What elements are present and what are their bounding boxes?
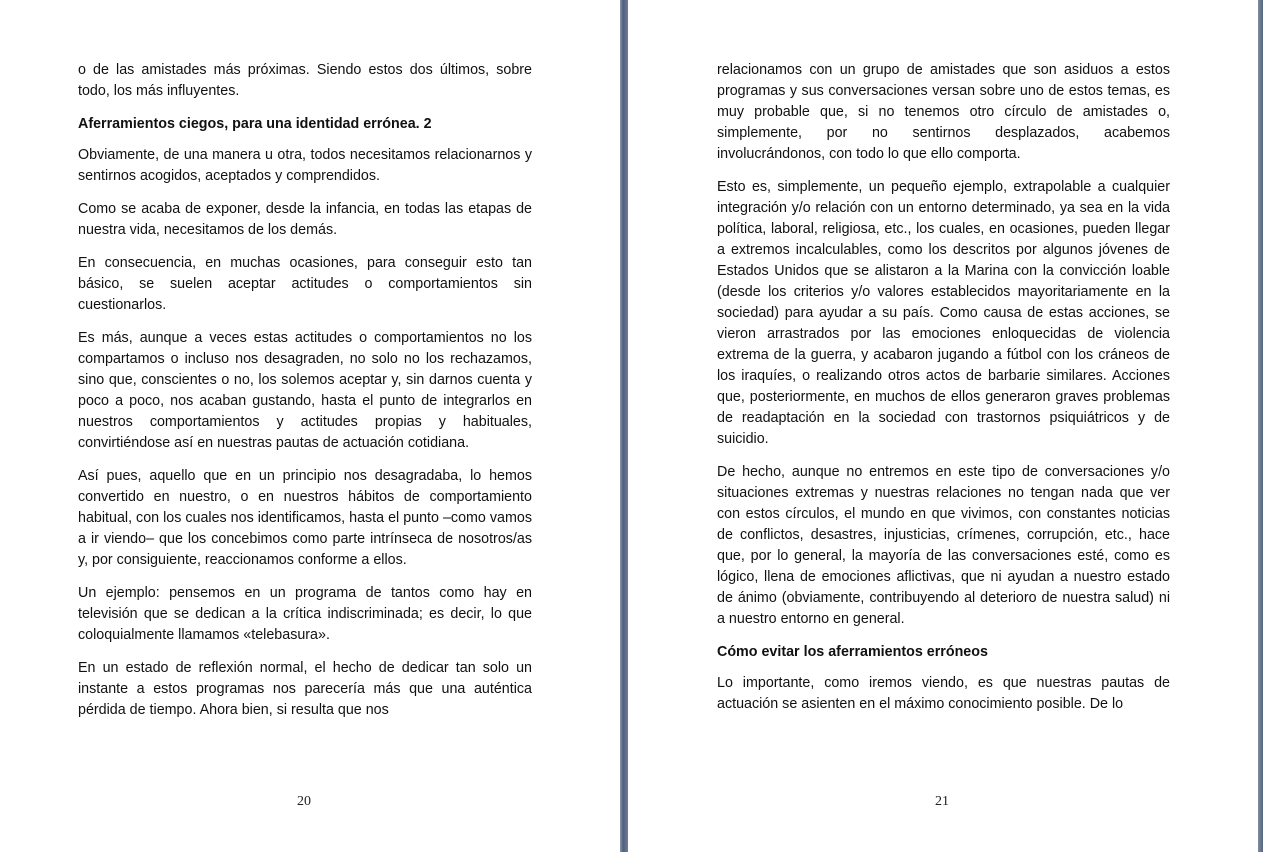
paragraph: relacionamos con un grupo de amistades que son asiduos a estos programas y sus conversaciones versan sobre uno de estos temas, es muy probable que, si no tenemos otro círculo de amistades o, simplemente, por no sentirnos desplazados, acabemos involucrándonos, con todo lo que ello comporta. bbox=[717, 62, 1170, 162]
right-page-text bbox=[717, 60, 1170, 727]
paragraph: Es más, aunque a veces estas actitudes o comportamientos no los compartamos o incluso nos desagraden, no solo no los rechazamos, sino que, conscientes o no, los solemos aceptar y, sin darnos cuenta y poco a poco, nos acaban gustando, hasta el punto de integrarlos en nuestros comportamientos y actitudes propias y habituales, convirtiéndose así en nuestras pautas de actuación cotidiana. bbox=[78, 330, 532, 451]
paragraph: Lo importante, como iremos viendo, es que nuestras pautas de actuación se asienten en el máximo conocimiento posible. De lo bbox=[717, 675, 1170, 712]
page-divider bbox=[620, 0, 628, 852]
paragraph: De hecho, aunque no entremos en este tipo de conversaciones y/o situaciones extremas y nuestras relaciones no tengan nada que ver con estos círculos, el mundo en que vivimos, con constantes noticias de conflictos, desastres, injusticias, crímenes, corrupción, etc., hace que, por lo general, la mayoría de las conversaciones esté, como es lógico, llena de emociones aflictivas, que ni ayudan a nuestro estado de ánimo (obviamente, contribuyendo al deterioro de nuestra salud) ni a nuestro entorno en general. bbox=[717, 464, 1170, 627]
section-heading: Aferramientos ciegos, para una identidad errónea. 2 bbox=[78, 116, 432, 132]
left-page-text bbox=[78, 60, 532, 733]
page-number: 20 bbox=[297, 794, 311, 809]
paragraph: Así pues, aquello que en un principio nos desagradaba, lo hemos convertido en nuestro, o en nuestros hábitos de comportamiento habitual, con los cuales nos identificamos, hasta el punto –como vamos a ir viendo– que los concebimos como parte intrínseca de nosotros/as y, por consiguiente, reaccionamos conforme a ellos. bbox=[78, 468, 532, 568]
window-edge bbox=[1258, 0, 1263, 852]
paragraph: Como se acaba de exponer, desde la infancia, en todas las etapas de nuestra vida, necesitamos de los demás. bbox=[78, 201, 532, 238]
paragraph: Obviamente, de una manera u otra, todos necesitamos relacionarnos y sentirnos acogidos, aceptados y comprendidos. bbox=[78, 147, 532, 184]
paragraph: Un ejemplo: pensemos en un programa de tantos como hay en televisión que se dedican a la crítica indiscriminada; es decir, lo que coloquialmente llamamos «telebasura». bbox=[78, 585, 532, 643]
paragraph: En consecuencia, en muchas ocasiones, para conseguir esto tan básico, se suelen aceptar actitudes o comportamientos sin cuestionarlos. bbox=[78, 255, 532, 313]
left-page bbox=[0, 0, 620, 852]
page-number: 21 bbox=[935, 794, 949, 809]
section-heading: Cómo evitar los aferramientos erróneos bbox=[717, 644, 988, 660]
paragraph: o de las amistades más próximas. Siendo estos dos últimos, sobre todo, los más influyentes. bbox=[78, 62, 532, 99]
paragraph: En un estado de reflexión normal, el hecho de dedicar tan solo un instante a estos programas nos parecería más que una auténtica pérdida de tiempo. Ahora bien, si resulta que nos bbox=[78, 660, 532, 718]
paragraph: Esto es, simplemente, un pequeño ejemplo, extrapolable a cualquier integración y/o relación con un entorno determinado, ya sea en la vida política, laboral, religiosa, etc., los cuales, en ocasiones, pueden llegar a extremos incalculables, como los descritos por algunos jóvenes de Estados Unidos que se alistaron a la Marina con la convicción loable (desde los criterios y/o valores establecidos mayoritariamente en la sociedad) para ayudar a su país. Como causa de estas acciones, se vieron arrastrados por las emociones enloquecidas de violencia extrema de la guerra, y acabaron jugando a fútbol con los cráneos de los iraquíes, o realizando otros actos de barbarie similares. Acciones que, posteriormente, en muchos de ellos generaron graves problemas de readaptación en la sociedad con trastornos psiquiátricos y de suicidio. bbox=[717, 179, 1170, 447]
right-page bbox=[628, 0, 1258, 852]
